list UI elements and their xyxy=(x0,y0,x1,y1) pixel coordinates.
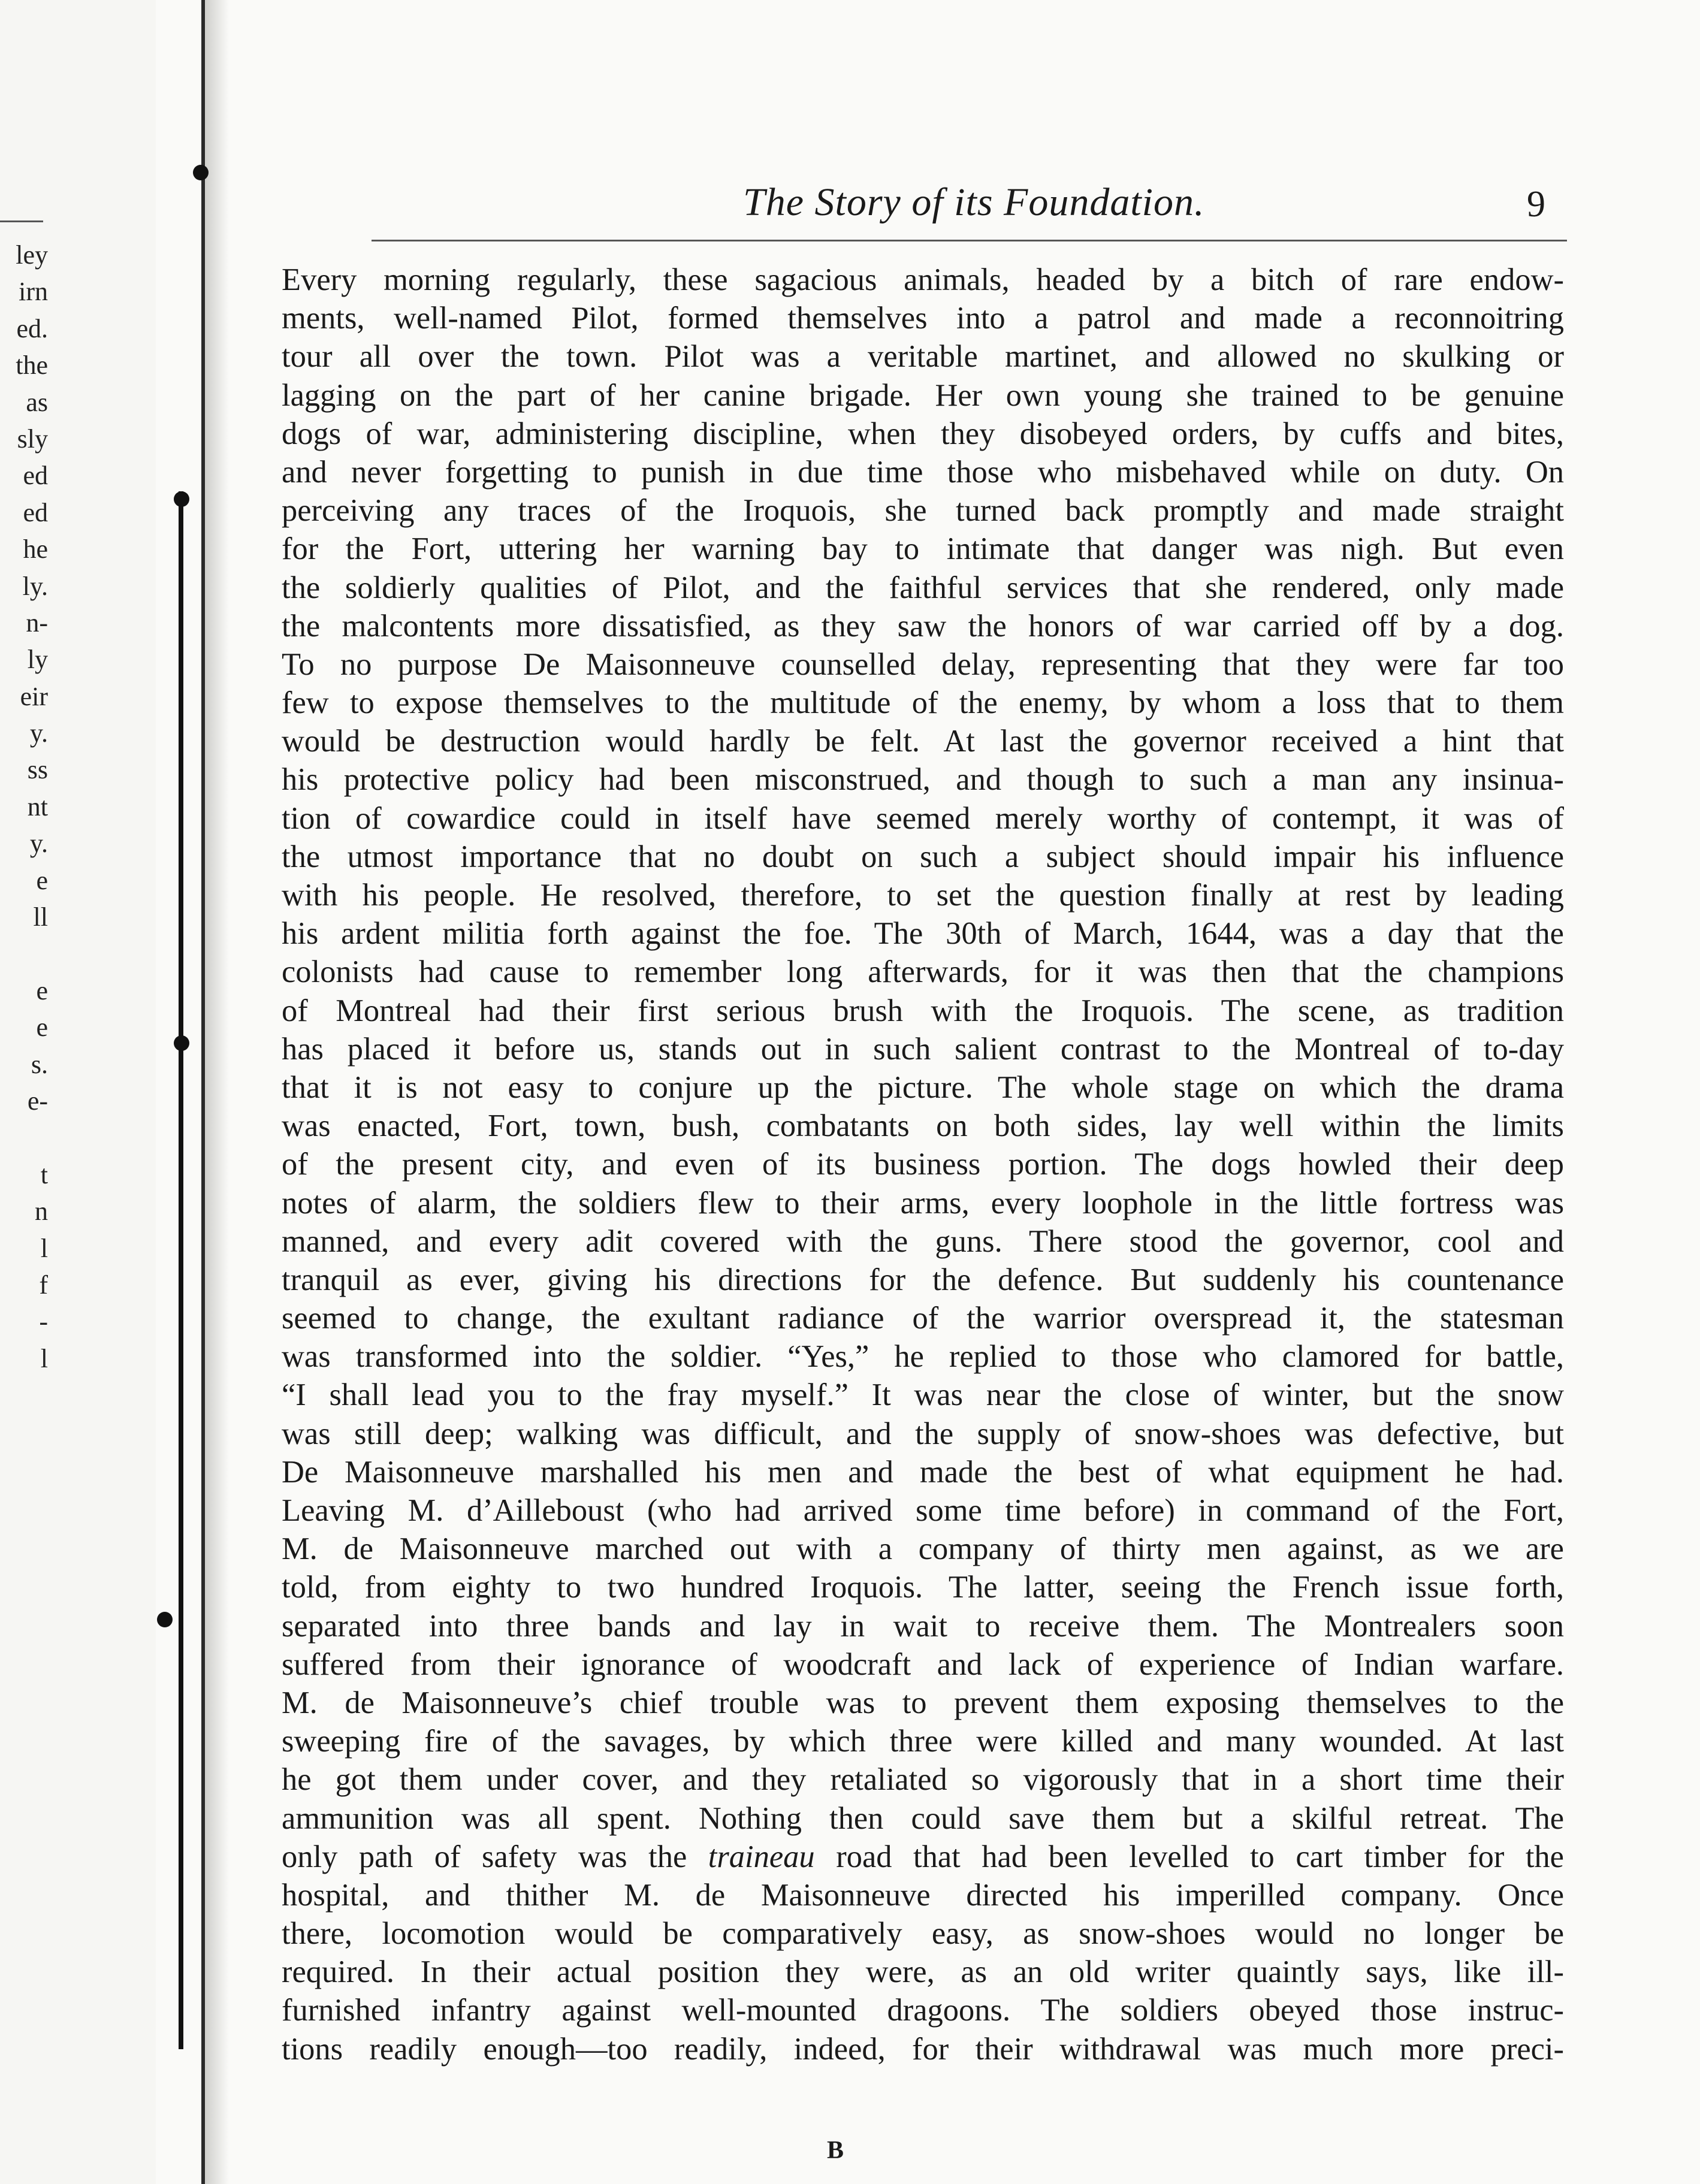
text-line: his ardent militia forth against the foe. The 30th of March, 1644, was a day that the xyxy=(282,916,1564,951)
text-line: required. In their actual position they were, as an old writer quaintly says, like ill- xyxy=(282,1955,1564,1990)
running-head xyxy=(282,174,1570,246)
text-line: has placed it before us, stands out in such salient contrast to the Montreal of to-day xyxy=(282,1031,1564,1067)
text-line: was transformed into the soldier. “Yes,” he replied to those who clamored for battle, xyxy=(282,1339,1564,1375)
text-line: of Montreal had their first serious brush with the Iroquois. The scene, as tradition xyxy=(282,993,1564,1028)
text-line: To no purpose De Maisonneuve counselled delay, representing that they were far too xyxy=(282,647,1564,682)
text-line: hospital, and thither M. de Maisonneuve directed his imperilled company. Once xyxy=(282,1877,1564,1913)
text-line: manned, and every adit covered with the guns. There stood the governor, cool and xyxy=(282,1224,1564,1259)
left-page-line-ending: as xyxy=(26,387,48,417)
text-line: the utmost importance that no doubt on such a subject should impair his influence xyxy=(282,839,1564,874)
left-page-line-ending: nt xyxy=(27,792,48,821)
text-line: the soldierly qualities of Pilot, and the faithful services that she rendered, only made xyxy=(282,570,1564,605)
text-line: furnished infantry against well-mounted dragoons. The soldiers obeyed those instruc- xyxy=(282,1993,1564,2028)
text-line: he got them under cover, and they retaliated so vigorously that in a short time their xyxy=(282,1762,1564,1798)
text-line: ments, well-named Pilot, formed themselves into a patrol and made a reconnoitring xyxy=(282,301,1564,336)
left-page-line-ending: e- xyxy=(27,1086,48,1116)
page-gutter xyxy=(201,0,205,2184)
gutter-shadow xyxy=(205,0,229,2184)
left-page-line-ending: f xyxy=(39,1270,48,1300)
text-line: for the Fort, uttering her warning bay to intimate that danger was nigh. But even xyxy=(282,531,1564,567)
text-line: Leaving M. d’Ailleboust (who had arrived some time before) in command of the Fort, xyxy=(282,1493,1564,1528)
text-line: tions readily enough—too readily, indeed, for their withdrawal was much more preci- xyxy=(282,2031,1564,2067)
left-page-line-ending: sly xyxy=(17,424,48,454)
text-line: seemed to change, the exultant radiance of the warrior overspread it, the statesman xyxy=(282,1301,1564,1336)
left-page-line-ending: ley xyxy=(16,240,48,270)
text-line: dogs of war, administering discipline, when they disobeyed orders, by cuffs and bites, xyxy=(282,416,1564,451)
text-line: notes of alarm, the soldiers flew to their arms, every loophole in the little fortress was xyxy=(282,1185,1564,1221)
running-head-title: The Story of its Foundation. xyxy=(743,180,1205,224)
text-line: his protective policy had been misconstrued, and though to such a man any insinua- xyxy=(282,762,1564,798)
text-line: De Maisonneuve marshalled his men and made the best of what equipment he had. xyxy=(282,1454,1564,1490)
text-line: only path of safety was the traineau road that had been levelled to cart timber for the xyxy=(282,1839,1564,1874)
text-line: was still deep; walking was difficult, and the supply of snow-shoes was defective, but xyxy=(282,1416,1564,1451)
italic-term: traineau xyxy=(708,1839,815,1874)
page-number: 9 xyxy=(1527,184,1545,225)
left-page-line-ending xyxy=(0,935,48,972)
text-line: separated into three bands and lay in wait to receive them. The Montrealers soon xyxy=(282,1608,1564,1644)
left-page-line-ending: e xyxy=(36,865,48,895)
left-page-line-ending: y. xyxy=(29,829,48,859)
signature-mark: B xyxy=(827,2137,844,2164)
left-page-line-ending: the xyxy=(16,351,48,380)
text-line: the malcontents more dissatisfied, as they saw the honors of war carried off by a dog. xyxy=(282,608,1564,644)
text-line: that it is not easy to conjure up the picture. The whole stage on which the drama xyxy=(282,1070,1564,1105)
right-page xyxy=(282,174,1570,2067)
binding-stitch xyxy=(174,1035,189,1051)
text-line: M. de Maisonneuve marched out with a company of thirty men against, as we are xyxy=(282,1531,1564,1567)
left-page-line-ending: ed xyxy=(23,497,48,527)
text-line: tion of cowardice could in itself have seemed merely worthy of contempt, it was of xyxy=(282,801,1564,836)
left-page-line-ending: irn xyxy=(19,277,48,307)
text-line: of the present city, and even of its business portion. The dogs howled their deep xyxy=(282,1147,1564,1182)
text-line: perceiving any traces of the Iroquois, she turned back promptly and made straight xyxy=(282,493,1564,528)
left-page-line-ending: l xyxy=(40,1233,48,1263)
left-page-line-ending: ed. xyxy=(16,313,48,343)
left-page-line-ending: s. xyxy=(31,1049,48,1079)
text-line: M. de Maisonneuve’s chief trouble was to prevent them exposing themselves to the xyxy=(282,1685,1564,1720)
left-page-line-endings xyxy=(0,237,48,1377)
text-line: colonists had cause to remember long afterwards, for it was then that the champions xyxy=(282,954,1564,990)
binding-stitch xyxy=(157,1612,173,1627)
text-line: was enacted, Fort, town, bush, combatants on both sides, lay well within the limits xyxy=(282,1108,1564,1144)
binding-stitch xyxy=(174,491,189,507)
left-page-line-ending: ed xyxy=(23,461,48,491)
text-line: ammunition was all spent. Nothing then could save them but a skilful retreat. The xyxy=(282,1801,1564,1836)
text-line: tranquil as ever, giving his directions for the defence. But suddenly his countenance xyxy=(282,1262,1564,1297)
body-text xyxy=(282,261,1564,2068)
binding-thread xyxy=(179,491,191,2049)
left-page-line-ending: l xyxy=(40,1343,48,1373)
text-line: “I shall lead you to the fray myself.” It was near the close of winter, but the snow xyxy=(282,1378,1564,1413)
binding-stitch xyxy=(193,165,209,180)
left-page-line-ending: ly. xyxy=(22,571,48,601)
header-rule xyxy=(372,240,1567,241)
left-page-line-ending xyxy=(0,1119,48,1156)
left-page-line-ending: ll xyxy=(33,902,48,932)
left-page-line-ending: n- xyxy=(26,608,48,638)
text-line: suffered from their ignorance of woodcraft and lack of experience of Indian warfare. xyxy=(282,1647,1564,1682)
left-page-line-ending: n xyxy=(35,1197,48,1227)
left-page-line-ending: he xyxy=(23,534,48,564)
text-line: there, locomotion would be comparatively easy, as snow-shoes would no longer be xyxy=(282,1916,1564,1952)
text-line: lagging on the part of her canine brigade. Her own young she trained to be genuine xyxy=(282,377,1564,413)
left-page-line-ending: ss xyxy=(27,755,48,785)
left-page-line-ending: t xyxy=(40,1159,48,1189)
text-line: Every morning regularly, these sagacious animals, headed by a bitch of rare endow- xyxy=(282,262,1564,297)
text-line: and never forgetting to punish in due time those who misbehaved while on duty. On xyxy=(282,454,1564,490)
left-page-line-ending: ly xyxy=(27,645,48,675)
text-line: would be destruction would hardly be felt. At last the governor received a hint that xyxy=(282,724,1564,759)
text-line: with his people. He resolved, therefore, to set the question finally at rest by leading xyxy=(282,878,1564,913)
left-page-line-ending: e xyxy=(36,1013,48,1043)
left-page-line-ending: e xyxy=(36,975,48,1005)
text-line: tour all over the town. Pilot was a veritable martinet, and allowed no skulking or xyxy=(282,339,1564,374)
text-line: told, from eighty to two hundred Iroquois. The latter, seeing the French issue forth, xyxy=(282,1570,1564,1605)
left-page-rule xyxy=(0,220,43,222)
left-page-fragment xyxy=(0,0,156,2184)
left-page-line-ending: - xyxy=(39,1307,48,1337)
text-line: few to expose themselves to the multitude of the enemy, by whom a loss that to them xyxy=(282,685,1564,721)
left-page-line-ending: y. xyxy=(29,718,48,748)
text-line: sweeping fire of the savages, by which three were killed and many wounded. At last xyxy=(282,1724,1564,1759)
left-page-line-ending: eir xyxy=(20,681,48,711)
